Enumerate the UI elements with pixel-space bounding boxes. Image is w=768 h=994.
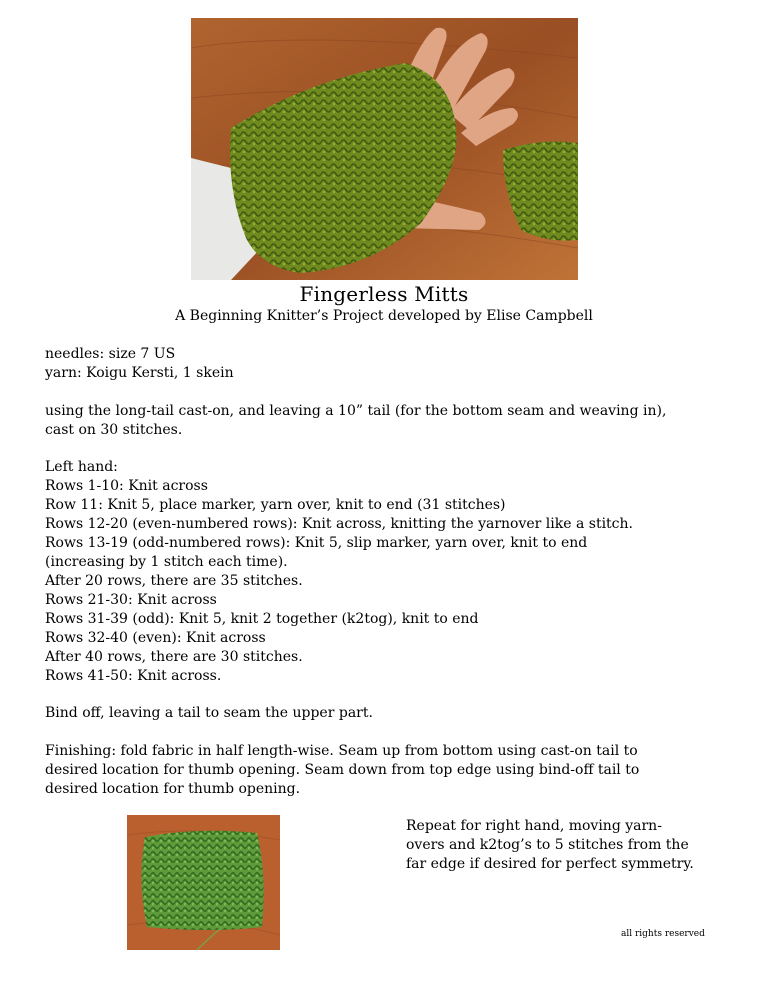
finishing-line: Finishing: fold fabric in half length-wise. Seam up from bottom using cast-on tail to — [45, 743, 638, 759]
right-hand-note-line: overs and k2tog’s to 5 stitches from the — [406, 837, 689, 853]
left-hand-heading: Left hand: — [45, 459, 118, 475]
instruction-line: Rows 12-20 (even-numbered rows): Knit across, knitting the yarnover like a stitch. — [45, 516, 633, 532]
instruction-line: Rows 41-50: Knit across. — [45, 668, 222, 684]
instruction-line: Rows 1-10: Knit across — [45, 478, 208, 494]
document-subtitle: A Beginning Knitter’s Project developed by Elise Campbell — [175, 308, 593, 324]
finishing-line: desired location for thumb opening. Seam down from top edge using bind-off tail to — [45, 762, 640, 778]
right-hand-note — [406, 817, 694, 874]
materials-yarn: yarn: Koigu Kersti, 1 skein — [45, 365, 234, 381]
instruction-line: (increasing by 1 stitch each time). — [45, 554, 288, 570]
instruction-line: Row 11: Knit 5, place marker, yarn over, knit to end (31 stitches) — [45, 497, 506, 513]
right-hand-note-line: Repeat for right hand, moving yarn- — [406, 818, 662, 834]
cast-on-line: using the long-tail cast-on, and leaving a 10” tail (for the bottom seam and weaving in), — [45, 403, 667, 419]
instruction-line: Rows 13-19 (odd-numbered rows): Knit 5, slip marker, yarn over, knit to end — [45, 535, 588, 551]
cast-on-line: cast on 30 stitches. — [45, 422, 183, 438]
instruction-line: After 40 rows, there are 30 stitches. — [45, 649, 303, 665]
mitt-photo — [191, 18, 578, 280]
instruction-line: Rows 31-39 (odd): Knit 5, knit 2 together (k2tog), knit to end — [45, 611, 479, 627]
instruction-line: After 20 rows, there are 35 stitches. — [45, 573, 303, 589]
finishing-line: desired location for thumb opening. — [45, 781, 301, 797]
bind-off-line: Bind off, leaving a tail to seam the upper part. — [45, 705, 373, 721]
instruction-line: Rows 21-30: Knit across — [45, 592, 217, 608]
materials-needles: needles: size 7 US — [45, 346, 176, 362]
swatch-photo — [127, 815, 280, 950]
document-title: Fingerless Mitts — [299, 282, 469, 306]
right-hand-note-line: far edge if desired for perfect symmetry. — [406, 856, 694, 872]
rights-notice: all rights reserved — [621, 929, 705, 939]
instruction-line: Rows 32-40 (even): Knit across — [45, 630, 266, 646]
